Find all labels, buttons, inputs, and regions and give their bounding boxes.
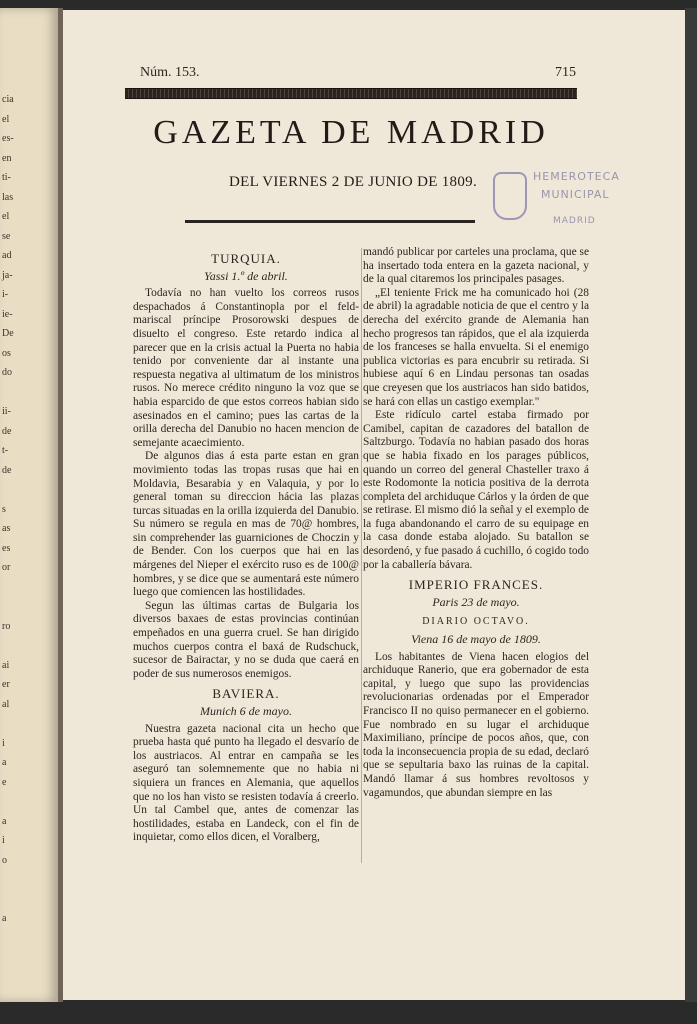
- facing-page-text-fragment: ie-: [2, 308, 13, 320]
- section-title-baviera: BAVIERA.: [212, 686, 280, 702]
- facing-page-text-fragment: ad: [2, 250, 12, 261]
- facing-page-text-fragment: ti-: [2, 172, 11, 183]
- newspaper-page: [63, 10, 685, 1000]
- facing-page-text-fragment: i: [2, 737, 5, 749]
- stamp-line-3: MADRID: [553, 216, 596, 226]
- facing-page-text-fragment: or: [2, 562, 11, 573]
- facing-page-text-fragment: i-: [2, 289, 9, 300]
- left-column: [133, 246, 359, 845]
- facing-page-text-fragment: ai: [2, 659, 10, 671]
- facing-page-text-fragment: se: [2, 230, 11, 242]
- facing-page-text-fragment: al: [2, 698, 10, 710]
- facing-page-text-fragment: e: [2, 776, 7, 788]
- facing-page-text-fragment: o: [2, 854, 7, 866]
- facing-page-text-fragment: t-: [2, 445, 9, 456]
- facing-page-text-fragment: a: [2, 757, 7, 768]
- facing-page-edge: [0, 8, 58, 1002]
- section-dateline-viena: Viena 16 de mayo de 1809.: [411, 632, 541, 647]
- facing-page-text-fragment: s: [2, 503, 6, 515]
- facing-page-text-fragment: ja-: [2, 269, 13, 281]
- issue-number: Núm. 153.: [140, 65, 200, 80]
- stamp-line-1: HEMEROTECA: [533, 170, 620, 183]
- facing-page-text-fragment: De: [2, 328, 14, 339]
- column-divider: [361, 248, 362, 863]
- stamp-line-2: MUNICIPAL: [541, 188, 610, 201]
- facing-page-text-fragment: do: [2, 367, 12, 378]
- article-paragraph: Todavía no han vuelto los correos rusos despachados á Constantinopla por el feld-mariscal príncipe Prosorowski despues de disuelto el congreso. Este retardo indica al parecer que en la crisis actual la Puerta no habia tenido por conveniente dar al instante una respuesta negativa al ultimatum de los ministros rusos. No merece crédito ninguno la voz que se habia esparcido de que estos correos habian sido asesinados en el camino; pues las cartas de la orilla derecha del Danubio no hacen mencion de semejante acaecimiento.: [133, 287, 359, 449]
- facing-page-text-fragment: i: [2, 835, 5, 846]
- facing-page-text-fragment: as: [2, 523, 11, 534]
- article-paragraph: Segun las últimas cartas de Bulgaria los diversos baxaes de estas provincias continúan empeñados en una guerra cruel. Se han dirigido muchos cuerpos contra el baxá de Rudschuck, sucesor de Bairactar, y no se duda que caerá en poder de sus numerosos enemigos.: [133, 599, 359, 680]
- facing-page-text-fragment: las: [2, 191, 14, 203]
- article-paragraph: Nuestra gazeta nacional cita un hecho que prueba hasta qué punto ha llegado el desvarío de los austriacos. Al entrar en campaña se les aseguró tan solemnemente que no habia ni siquiera un frances en Alemania, que aquellos que no los han visto se resisten todavía á creerlo. Un tal Cambel que, antes de comenzar las hostilidades, estaba en Landeck, con el fin de inquietar, como ellos dicen, el Voralberg,: [133, 722, 359, 844]
- header-rule: [125, 88, 577, 99]
- facing-page-text-fragment: cia: [2, 94, 14, 105]
- facing-page-text-fragment: a: [2, 913, 7, 924]
- masthead-rule: [185, 220, 475, 223]
- article-paragraph: Este ridículo cartel estaba firmado por Camibel, capitan de cazadores del batallon de Saltzburgo. Todavía no habian pasado dos horas que se habia fixado en los parages públicos, quando un correo del general Chasteller traxo á este Rodomonte la noticia positiva de la derrota completa del archiduque Cárlos y la órden de que se retirase. El mismo dió la señal y el exemplo de la fuga abandonando el carro de su equipage en la casa donde estaba alojado. Su batallon se desordenó, y fue pasado á cuchillo, ó cogido todo por la caballería bávara.: [363, 409, 589, 571]
- page-number: 715: [555, 65, 576, 80]
- section-dateline-paris: Paris 23 de mayo.: [432, 594, 520, 609]
- facing-page-text-fragment: es-: [2, 133, 14, 144]
- section-dateline-yassi: Yassi 1.º de abril.: [204, 268, 288, 283]
- crest-icon: [493, 172, 527, 220]
- article-paragraph: De algunos dias á esta parte estan en gran movimiento todas las tropas rusas que hai en Moldavia, Besarabia y en Valaquia, y por lo general toman su direccion hácia las plazas turcas situadas en la orilla izquierda del Danubio. Su número se regula en mas de 70@ hombres, sin comprehender las guarniciones de Choczin y de Bender. Con los cuerpos que hai en las márgenes del Nieper el exército ruso es de 100@ hombres, y se dice que se aumentará este número luego que comiencen las hostilidades.: [133, 450, 359, 599]
- facing-page-text-fragment: ro: [2, 620, 11, 632]
- masthead-title: GAZETA DE MADRID: [153, 114, 549, 151]
- scan-edge: [685, 8, 697, 1002]
- section-title-imperio-frances: IMPERIO FRANCES.: [408, 577, 544, 593]
- facing-page-text-fragment: el: [2, 113, 10, 125]
- issue-dateline: DEL VIERNES 2 DE JUNIO DE 1809.: [228, 174, 478, 190]
- facing-page-text-fragment: el: [2, 211, 10, 222]
- facing-page-text-fragment: ii-: [2, 406, 11, 417]
- article-paragraph: Los habitantes de Viena hacen elogios del archiduque Ranerio, que era gobernador de esta capital, y luego que supo las providencias revolucionarias ordenadas por el Emperador Francisco II no quiso permanecer en el gobierno. Fue nombrado en su lugar el archiduque Maximiliano, príncipe de pocos años, que, con toda la inconsecuencia propia de su edad, declaró que se sepultaria baxo las ruinas de la capital. Mandó llamar á sus hombres revoltosos y vagamundos, que abundan siempre en las: [363, 650, 589, 799]
- facing-page-text-fragment: es: [2, 542, 11, 554]
- article-paragraph: „El teniente Frick me ha comunicado hoi (28 de abril) la agradable noticia de que el centro y la derecha del exército grande de Alemania han hecho progresos tan rápidos, que el ala izquierda de los franceses se halla envuelta. Si el enemigo publica victorias es para encubrir su retirada. Si hubiese aquí 6 en Lindau personas tan osadas que creyesen que los austriacos han sido batidos, se hará con ellas un castigo exemplar.": [363, 286, 589, 408]
- facing-page-text-fragment: er: [2, 679, 10, 690]
- article-paragraph: mandó publicar por carteles una proclama, que se ha insertado toda entera en la gazeta nacional, y de la qual citaremos los principales pasages.: [363, 246, 589, 286]
- page-header: [140, 65, 576, 85]
- library-stamp: [493, 168, 673, 238]
- section-dateline-munich: Munich 6 de mayo.: [200, 704, 292, 718]
- section-subtitle-diario: DIARIO OCTAVO.: [422, 616, 530, 628]
- facing-page-text-fragment: a: [2, 815, 7, 827]
- facing-page-text-fragment: de: [2, 425, 12, 437]
- facing-page-text-fragment: de: [2, 464, 12, 476]
- facing-page-text-fragment: en: [2, 152, 12, 164]
- section-title-turquia: TURQUIA.: [211, 251, 281, 266]
- right-column: [363, 246, 589, 800]
- facing-page-text-fragment: os: [2, 347, 11, 359]
